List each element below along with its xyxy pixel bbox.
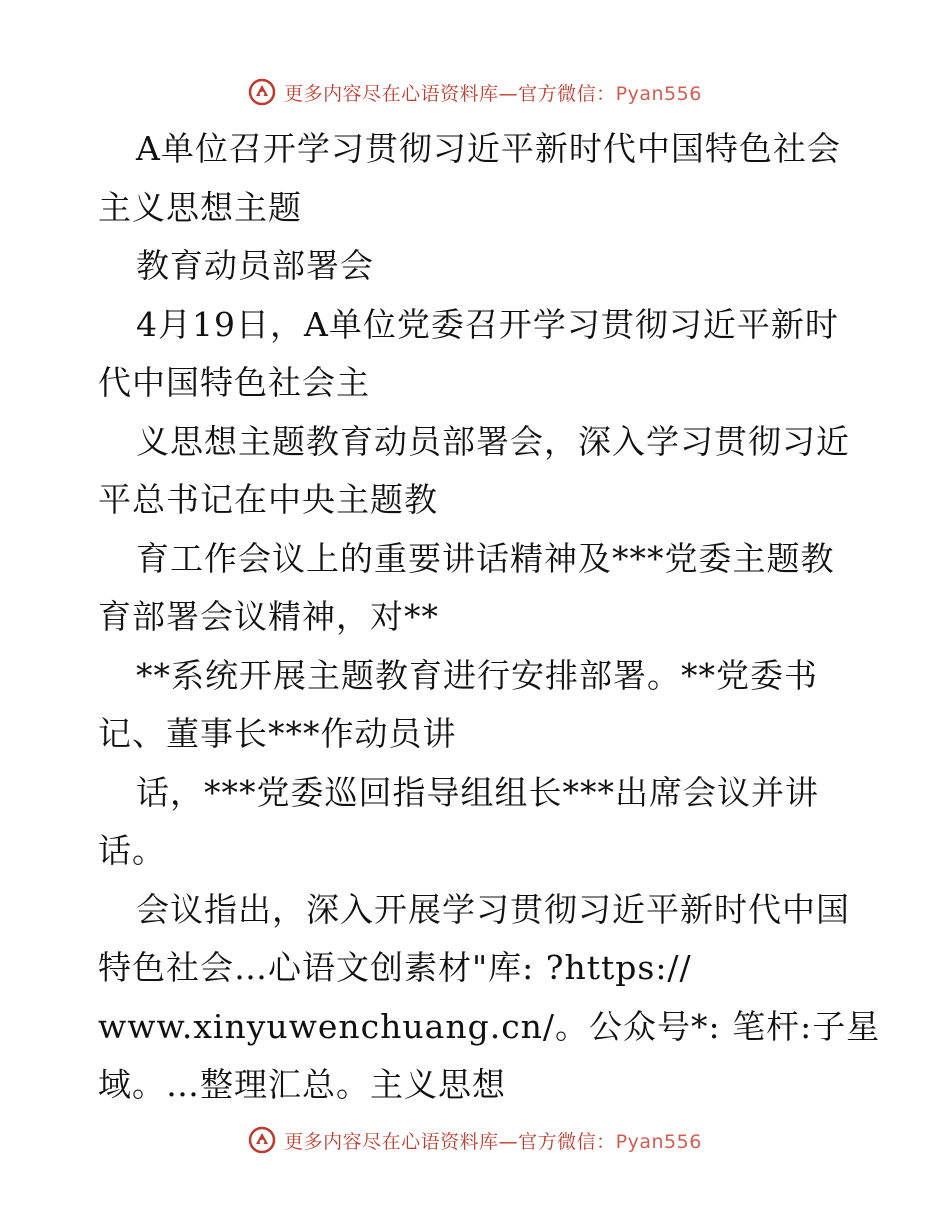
header-watermark [0,72,950,112]
paragraph-line: 育部署会议精神，对** [98,597,439,636]
paragraph-line: 话。 [98,831,166,870]
brand-logo-icon [248,1126,276,1154]
paragraph-line: 4月19日，A单位党委召开学习贯彻习近平新时 [136,304,839,344]
footer-watermark-text: 更多内容尽在心语资料库—官方微信：Pyan556 [284,1130,702,1153]
paragraph-line: 平总书记在中央主题教 [98,480,438,519]
paragraph-line: 义思想主题教育动员部署会，深入学习贯彻习近 [136,421,850,461]
paragraph-line: **系统开展主题教育进行安排部署。**党委书 [136,655,818,695]
footer-wechat-id: Pyan556 [615,1130,702,1153]
header-wechat-id: Pyan556 [615,82,702,105]
paragraph-line: 代中国特色社会主 [98,363,370,402]
paragraph-line: 育工作会议上的重要讲话精神及***党委主题教 [136,538,835,578]
document-body [98,120,881,1115]
paragraph-line: 话，***党委巡回指导组组长***出席会议并讲 [136,772,819,812]
paragraph-line: 域。…整理汇总。主义思想 [98,1065,506,1104]
footer-watermark [0,1120,950,1160]
paragraph-line: 会议指出，深入开展学习贯彻习近平新时代中国 [136,889,850,929]
title-line-1: A单位召开学习贯彻习近平新时代中国特色社会 [136,129,841,168]
brand-logo-icon [248,78,276,106]
header-watermark-text: 更多内容尽在心语资料库—官方微信：Pyan556 [284,82,702,105]
paragraph-line: 特色社会…心语文创素材"库: ?https:// [98,948,692,987]
title-line-2: 主义思想主题 [98,187,302,227]
paragraph-line: 记、董事长***作动员讲 [98,714,457,753]
paragraph-line: www.xinyuwenchuang.cn/。公众号*: 笔杆:子星 [98,1006,881,1046]
title-line-3: 教育动员部署会 [136,246,374,285]
